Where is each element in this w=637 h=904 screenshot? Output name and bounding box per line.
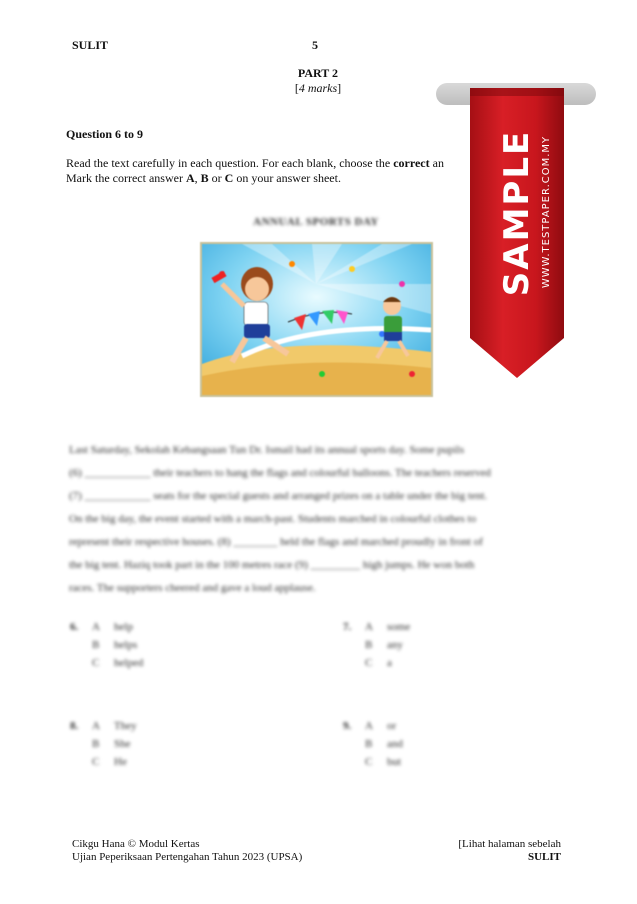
- sample-watermark: [466, 88, 568, 378]
- article-line: the big tent. Haziq took part in the 100 metres race (9) _________ high jumps. He won both: [69, 559, 475, 571]
- article-paragraph: [69, 439, 569, 600]
- footer-author: Cikgu Hana © Modul Kertas: [72, 838, 200, 850]
- article-line: Last Saturday, Sekolah Kebangsaan Tun Dr. Ismail had its annual sports day. Some pupils: [69, 444, 465, 456]
- footer-next-page: [Lihat halaman sebelah: [458, 838, 561, 850]
- instructions: Read the text carefully in each question. For each blank, choose the correct an Mark the correct answer A, B or C on your answer sheet.: [66, 156, 444, 185]
- watermark-url-text: WWW.TESTPAPER.COM.MY: [541, 135, 552, 289]
- option-8a[interactable]: They: [114, 720, 137, 732]
- option-8b[interactable]: She: [114, 738, 131, 750]
- question-6-options: 6. A help B helps C helped: [70, 618, 143, 672]
- option-9a[interactable]: or: [387, 720, 397, 732]
- article-line: races. The supporters cheered and gave a loud applause.: [69, 582, 316, 594]
- page-number: 5: [312, 38, 318, 52]
- option-6b[interactable]: helps: [114, 639, 138, 651]
- question-8-options: 8. A They B She C He: [70, 717, 137, 771]
- footer-sulit: SULIT: [527, 851, 561, 863]
- watermark-sample-text: SAMPLE: [497, 129, 537, 297]
- option-7c[interactable]: a: [387, 657, 392, 669]
- part-title: PART 2: [297, 66, 339, 80]
- article-title: ANNUAL SPORTS DAY: [253, 216, 379, 228]
- option-6a[interactable]: help: [114, 621, 133, 633]
- option-7a[interactable]: some: [387, 621, 411, 633]
- footer-left: [72, 838, 302, 864]
- article-line: (7) ____________ seats for the special guests and arranged prizes on a table under the big tent.: [69, 490, 488, 502]
- article-line: represent their respective houses. (8) ________ held the flags and marched proudly in front of: [69, 536, 483, 548]
- question-9-options: 9. A or B and C but: [343, 717, 403, 771]
- question-title: Question 6 to 9: [66, 127, 144, 141]
- article-line: (6) ____________ their teachers to hang the flags and colourful balloons. The teachers reserved: [69, 467, 491, 479]
- footer-right: [420, 838, 561, 864]
- sports-day-illustration-drawing: [202, 244, 431, 395]
- footer-exam: Ujian Peperiksaan Pertengahan Tahun 2023 (UPSA): [72, 851, 303, 863]
- sports-day-illustration: [200, 242, 433, 397]
- option-7b[interactable]: any: [387, 639, 403, 651]
- option-6c[interactable]: helped: [114, 657, 144, 669]
- header-sulit: SULIT: [72, 38, 109, 52]
- article-line: On the big day, the event started with a march-past. Students marched in colourful clothes to: [69, 513, 477, 525]
- question-7-options: 7. A some B any C a: [343, 618, 410, 672]
- option-8c[interactable]: He: [114, 756, 127, 768]
- option-9b[interactable]: and: [387, 738, 403, 750]
- option-9c[interactable]: but: [387, 756, 402, 768]
- part-marks: [4 marks]: [294, 81, 342, 95]
